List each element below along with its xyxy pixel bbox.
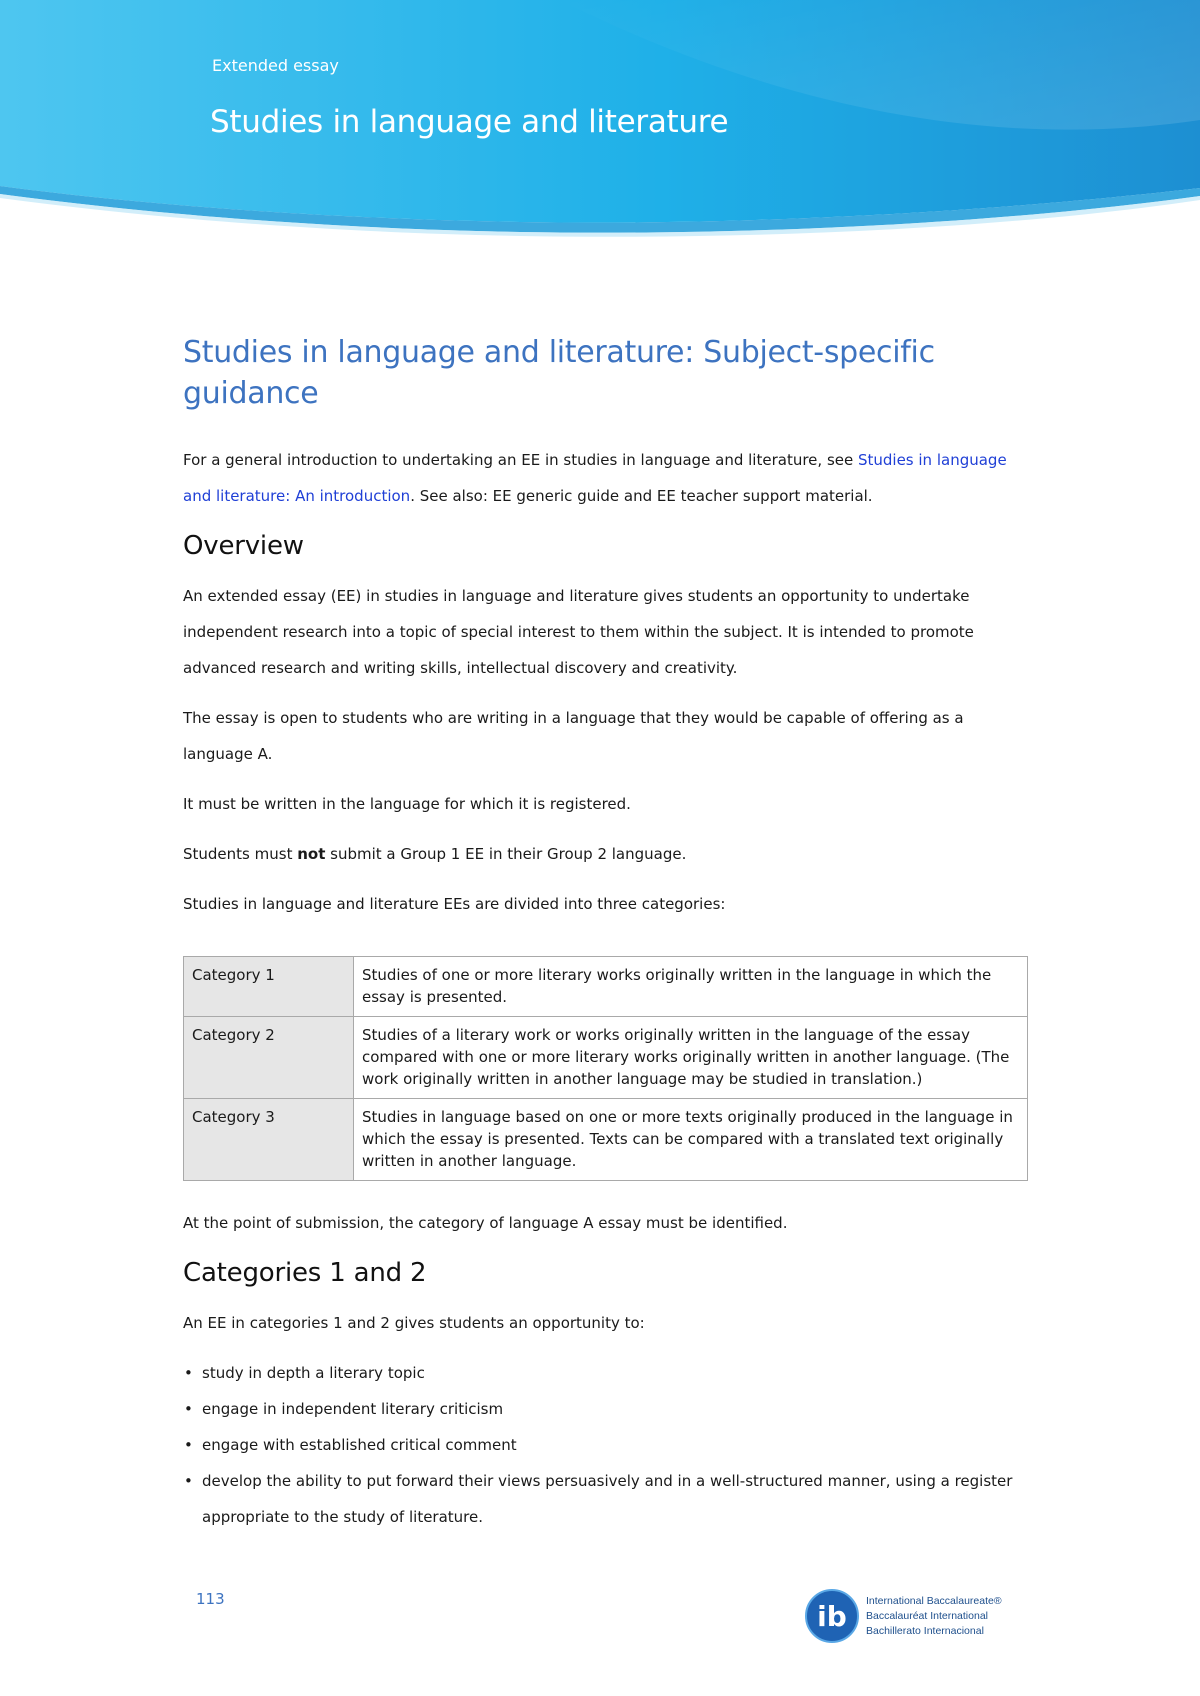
main-content	[183, 332, 1028, 1535]
bullet-icon: •	[184, 1364, 193, 1382]
category-description: Studies of one or more literary works originally written in the language in which the essay is presented.	[354, 957, 1028, 1017]
header-kicker: Extended essay	[212, 56, 339, 75]
list-item	[183, 1427, 1028, 1463]
intro-text-after: . See also: EE generic guide and EE teacher support material.	[410, 487, 873, 505]
overview-paragraph: It must be written in the language for which it is registered.	[183, 795, 631, 813]
list-item	[183, 1355, 1028, 1391]
table-row	[184, 1099, 1028, 1181]
overview-heading: Overview	[183, 531, 304, 561]
list-item-text: develop the ability to put forward their views persuasively and in a well-structured manner, using a register appropriate to the study of literature.	[202, 1472, 1013, 1526]
table-row	[184, 957, 1028, 1017]
introduction-link[interactable]: Studies in language and literature: An introduction	[183, 451, 1007, 505]
bullet-icon: •	[184, 1472, 193, 1490]
categories-heading: Categories 1 and 2	[183, 1258, 427, 1288]
list-item-text: engage with established critical comment	[202, 1436, 517, 1454]
overview-text: Students must	[183, 845, 298, 863]
opportunity-list	[183, 1355, 1028, 1535]
ib-name-en: International Baccalaureate®	[866, 1595, 1002, 1607]
intro-paragraph	[183, 442, 1028, 514]
table-row	[184, 1017, 1028, 1099]
category-label: Category 1	[184, 957, 354, 1017]
intro-text: For a general introduction to undertaking an EE in studies in language and literature, see	[183, 451, 858, 469]
overview-text: submit a Group 1 EE in their Group 2 language.	[325, 845, 687, 863]
category-label: Category 3	[184, 1099, 354, 1181]
overview-paragraph: An extended essay (EE) in studies in language and literature gives students an opportunity to undertake independent research into a topic of special interest to them within the subject. It is intended to promote advanced research and writing skills, intellectual discovery and creativity.	[183, 587, 974, 677]
header-title: Studies in language and literature	[210, 104, 729, 140]
category-description: Studies of a literary work or works originally written in the language of the essay compared with one or more literary works originally written in another language. (The work originally written in another language may be studied in translation.)	[354, 1017, 1028, 1099]
bullet-icon: •	[184, 1436, 193, 1454]
list-item-text: engage in independent literary criticism	[202, 1400, 504, 1418]
page-number: 113	[196, 1590, 225, 1608]
list-item-text: study in depth a literary topic	[202, 1364, 425, 1382]
page-title: Studies in language and literature: Subject-specific guidance	[183, 335, 935, 411]
list-item	[183, 1391, 1028, 1427]
ib-name-fr: Baccalauréat International	[866, 1610, 988, 1622]
overview-paragraph: The essay is open to students who are writing in a language that they would be capable of offering as a language A.	[183, 709, 964, 763]
bullet-icon: •	[184, 1400, 193, 1418]
submission-note: At the point of submission, the category of language A essay must be identified.	[183, 1214, 788, 1232]
list-item	[183, 1463, 1028, 1535]
categories-intro: An EE in categories 1 and 2 gives students an opportunity to:	[183, 1314, 645, 1332]
ib-name-es: Bachillerato Internacional	[866, 1625, 984, 1637]
ib-logo-icon	[804, 1588, 860, 1644]
overview-paragraph	[183, 836, 1028, 872]
ib-logo-mark: ib	[817, 1600, 847, 1633]
categories-table	[183, 956, 1028, 1181]
category-description: Studies in language based on one or more texts originally produced in the language in which the essay is presented. Texts can be compared with a translated text originally written in another language.	[354, 1099, 1028, 1181]
emphasis-text: not	[297, 845, 326, 863]
ib-organisation-names	[866, 1594, 1002, 1639]
overview-paragraph: Studies in language and literature EEs are divided into three categories:	[183, 895, 726, 913]
category-label: Category 2	[184, 1017, 354, 1099]
